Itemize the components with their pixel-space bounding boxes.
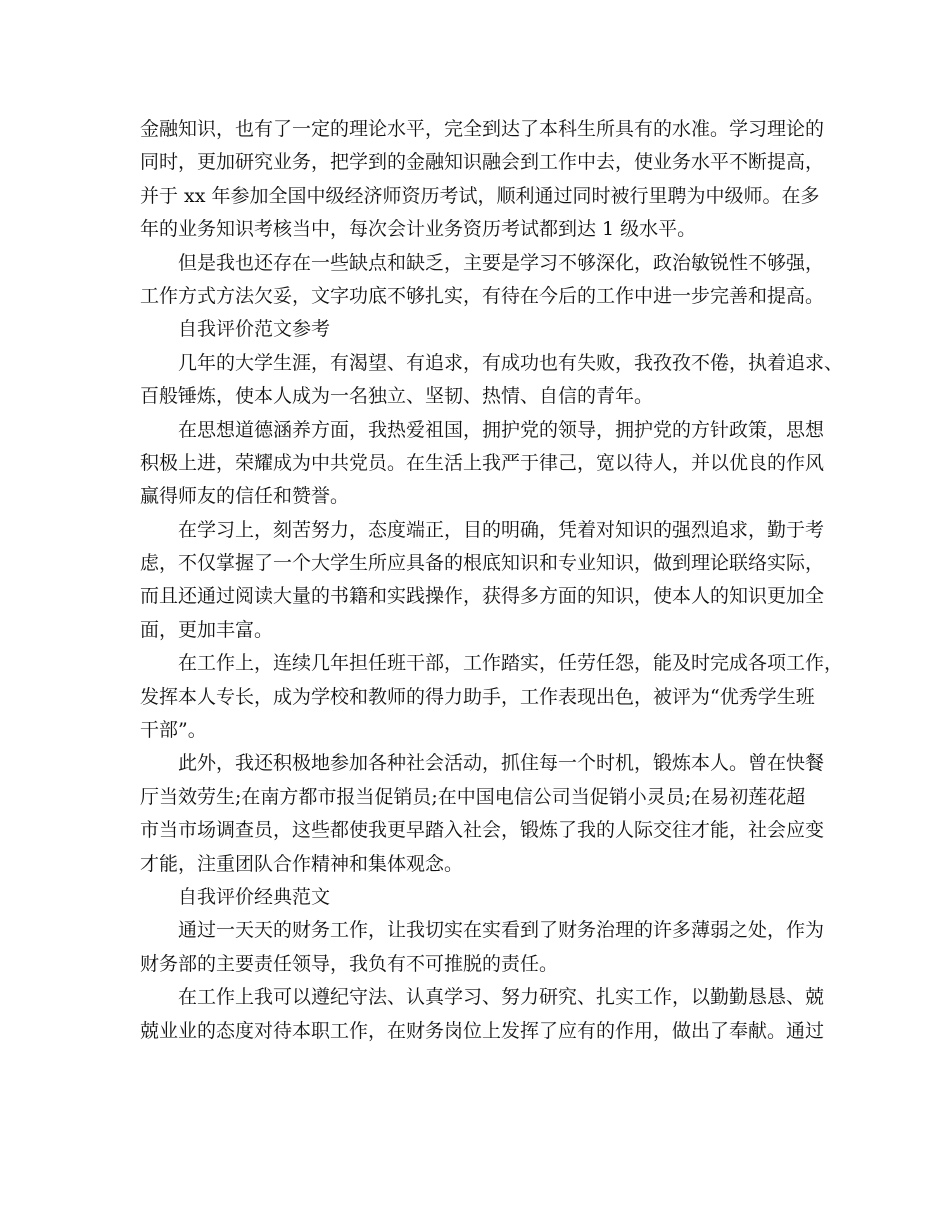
text-line: 金融知识，也有了一定的理论水平，完全到达了本科生所具有的水准。学习理论的 [140,118,825,140]
paragraph-start-line: 在学习上，刻苦努力，态度端正，目的明确，凭着对知识的强烈追求，勤于考 [178,518,825,541]
paragraph-start-line: 此外，我还积极地参加各种社会活动，抓住每一个时机，锻炼本人。曾在快餐 [178,752,825,775]
text-line: 才能，注重团队合作精神和集体观念。 [140,852,464,875]
text-line: 虑，不仅掌握了一个大学生所应具备的根底知识和专业知识，做到理论联络实际， [140,552,825,575]
document-body [140,113,844,1048]
text-line: 同时，更加研究业务，把学到的金融知识融会到工作中去，使业务水平不断提高， [140,151,825,174]
text-line: 而且还通过阅读大量的书籍和实践操作，获得多方面的知识，使本人的知识更加全 [140,585,825,608]
text-line: 兢业业的态度对待本职工作，在财务岗位上发挥了应有的作用，做出了奉献。通过 [140,1019,825,1042]
text-line: 财务部的主要责任领导，我负有不可推脱的责任。 [140,952,559,975]
section-heading: 自我评价范文参考 [178,318,331,341]
paragraph-start-line: 在工作上我可以遵纪守法、认真学习、努力研究、扎实工作，以勤勤恳恳、兢 [178,986,825,1009]
text-line: 厅当效劳生;在南方都市报当促销员;在中国电信公司当促销小灵员;在易初莲花超 [140,785,806,808]
text-line: 赢得师友的信任和赞誉。 [140,485,350,508]
text-line: 干部”。 [140,719,207,742]
paragraph-start-line: 通过一天天的财务工作，让我切实在实看到了财务治理的许多薄弱之处，作为 [178,919,825,942]
text-line: 并于 xx 年参加全国中级经济师资历考试，顺利通过同时被行里聘为中级师。在多 [140,184,820,207]
paragraph-start-line: 但是我也还存在一些缺点和缺乏，主要是学习不够深化，政治敏锐性不够强， [178,251,825,274]
paragraph-start-line: 在思想道德涵养方面，我热爱祖国，拥护党的领导，拥护党的方针政策，思想 [178,418,825,441]
text-line: 发挥本人专长，成为学校和教师的得力助手，工作表现出色，被评为“优秀学生班 [140,685,815,708]
text-line: 百般锤炼，使本人成为一名独立、坚韧、热情、自信的青年。 [140,385,654,408]
paragraph-start-line: 几年的大学生涯，有渴望、有追求，有成功也有失败，我孜孜不倦，执着追求、 [178,351,844,374]
section-heading: 自我评价经典范文 [178,885,331,908]
text-line: 面，更加丰富。 [140,618,274,641]
text-line: 年的业务知识考核当中，每次会计业务资历考试都到达 1 级水平。 [140,218,697,241]
text-line: 工作方式方法欠妥，文字功底不够扎实，有待在今后的工作中进一步完善和提高。 [140,284,825,307]
paragraph-start-line: 在工作上，连续几年担任班干部，工作踏实，任劳任怨，能及时完成各项工作， [178,652,844,675]
text-line: 市当市场调查员，这些都使我更早踏入社会，锻炼了我的人际交往才能，社会应变 [140,819,825,842]
text-line: 积极上进，荣耀成为中共党员。在生活上我严于律己，宽以待人，并以优良的作风 [140,451,825,474]
